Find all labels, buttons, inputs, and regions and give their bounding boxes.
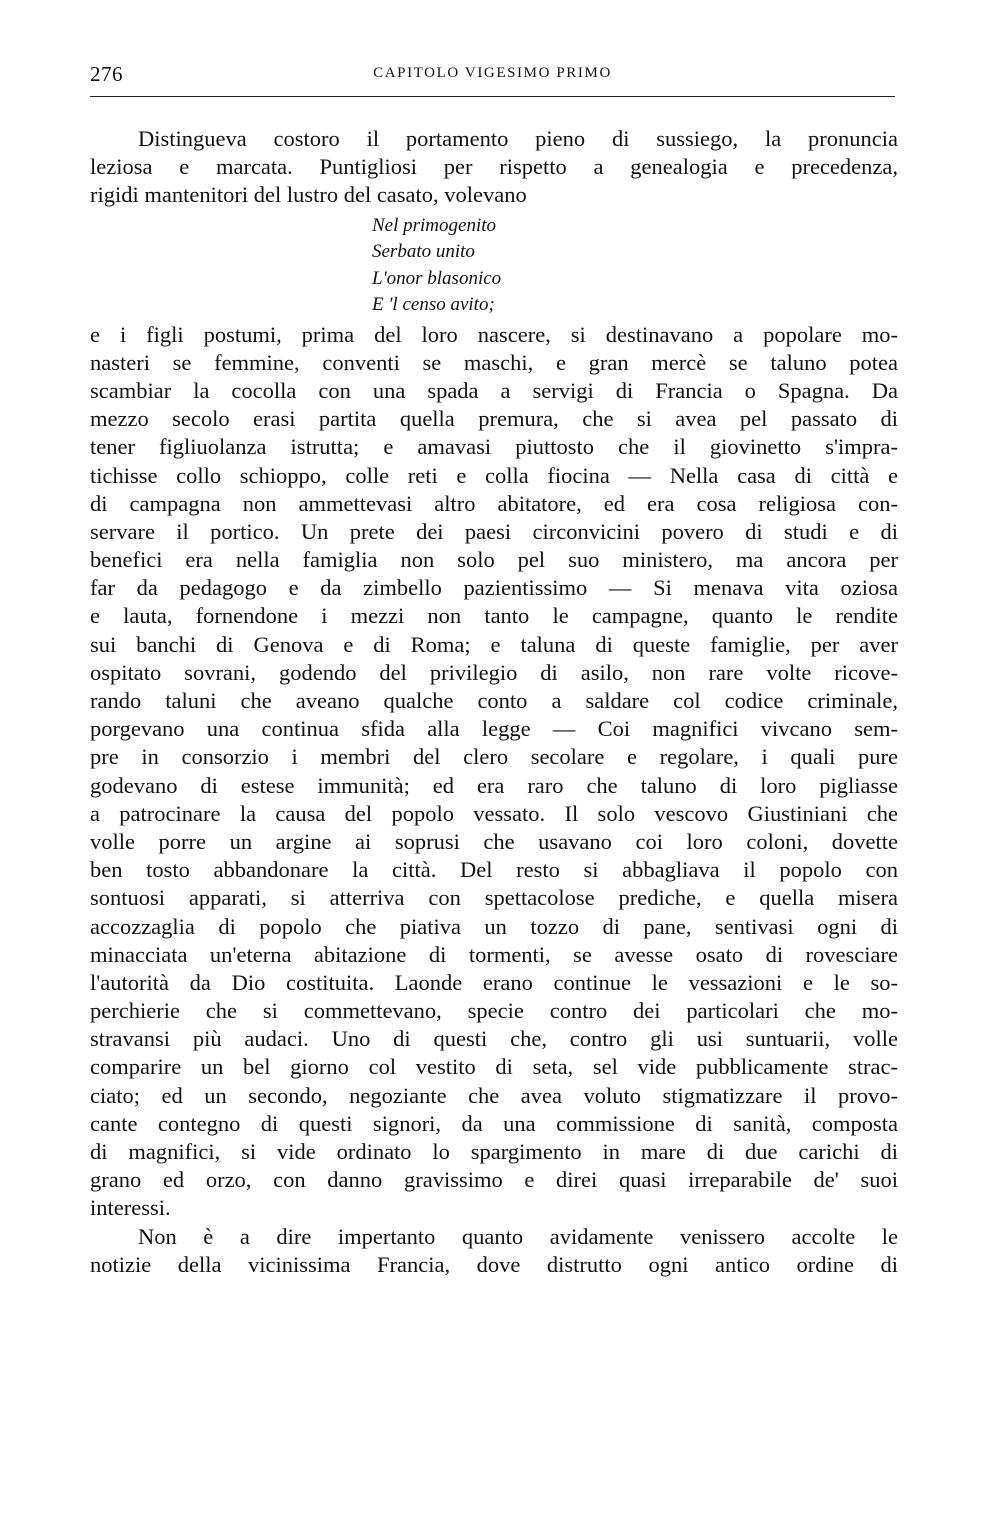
page-number: 276 bbox=[90, 62, 123, 86]
text-line: far da pedagogo e da zimbello pazientissimo — Si menava vita oziosa bbox=[90, 575, 898, 601]
paragraph-final bbox=[90, 1223, 898, 1279]
text-line: accozzaglia di popolo che piativa un tozzo di pane, sentivasi ogni di bbox=[90, 913, 898, 939]
text-line: tener figliuolanza istrutta; e amavasi piuttosto che il giovinetto s'impra- bbox=[90, 434, 898, 460]
text-line: cante contegno di questi signori, da una commissione di sanità, composta bbox=[90, 1110, 898, 1136]
text-line: interessi. bbox=[90, 1195, 171, 1221]
header-rule bbox=[90, 96, 895, 97]
text-line: ciato; ed un secondo, negoziante che avea voluto stigmatizzare il provo- bbox=[90, 1082, 898, 1108]
text-line: e i figli postumi, prima del loro nascere, si destinavano a popolare mo- bbox=[90, 321, 898, 347]
text-line: rando taluni che aveano qualche conto a saldare col codice criminale, bbox=[90, 688, 898, 713]
text-line: Distingueva costoro il portamento pieno di sussiego, la pronuncia bbox=[138, 126, 898, 151]
text-line: nasteri se femmine, conventi se maschi, e gran mercè se taluno potea bbox=[90, 349, 898, 375]
text-line: ospitato sovrani, godendo del privilegio di asilo, non rare volte ricove- bbox=[90, 659, 898, 685]
text-line: rigidi mantenitori del lustro del casato, volevano bbox=[90, 182, 527, 208]
text-line: comparire un bel giorno col vestito di seta, sel vide pubblicamente strac- bbox=[90, 1054, 898, 1080]
text-line: di campagna non ammettevasi altro abitatore, ed era cosa religiosa con- bbox=[90, 490, 898, 516]
text-line: di magnifici, si vide ordinato lo spargimento in mare di due carichi di bbox=[90, 1139, 898, 1164]
text-line: porgevano una continua sfida alla legge — Coi magnifici vivcano sem- bbox=[90, 716, 898, 742]
verse-line: Serbato unito bbox=[372, 241, 475, 263]
text-line: pre in consorzio i membri del clero secolare e regolare, i quali pure bbox=[90, 744, 898, 770]
text-line: scambiar la cocolla con una spada a servigi di Francia o Spagna. Da bbox=[90, 377, 898, 403]
paragraph-main bbox=[90, 321, 898, 1223]
text-line: notizie della vicinissima Francia, dove distrutto ogni antico ordine di bbox=[90, 1251, 898, 1277]
text-line: minacciata un'eterna abitazione di tormenti, se avesse osato di rovesciare bbox=[90, 941, 898, 967]
text-line: a patrocinare la causa del popolo vessato. Il solo vescovo Giustiniani che bbox=[90, 800, 898, 826]
text-line: mezzo secolo erasi partita quella premura, che si avea pel passato di bbox=[90, 406, 898, 432]
text-line: stravansi più audaci. Uno di questi che, contro gli usi suntuarii, volle bbox=[90, 1026, 898, 1052]
text-line: e lauta, fornendone i mezzi non tanto le campagne, quanto le rendite bbox=[90, 603, 898, 629]
text-line: servare il portico. Un prete dei paesi circonvicini povero di studi e di bbox=[90, 518, 898, 544]
text-line: grano ed orzo, con danno gravissimo e direi quasi irreparabile de' suoi bbox=[90, 1167, 898, 1193]
body-text bbox=[90, 125, 898, 1279]
text-line: sui banchi di Genova e di Roma; e taluna di queste famiglie, per aver bbox=[90, 631, 898, 657]
text-line: Non è a dire impertanto quanto avidamente venissero accolte le bbox=[138, 1223, 898, 1249]
chapter-title: CAPITOLO VIGESIMO PRIMO bbox=[373, 65, 612, 81]
running-head bbox=[90, 62, 895, 92]
text-line: volle porre un argine ai soprusi che usavano coi loro coloni, dovette bbox=[90, 828, 898, 854]
text-line: ben tosto abbandonare la città. Del resto si abbagliava il popolo con bbox=[90, 857, 898, 883]
text-line: godevano di estese immunità; ed era raro che taluno di loro pigliasse bbox=[90, 772, 898, 798]
paragraph-intro bbox=[90, 125, 898, 210]
text-line: l'autorità da Dio costituita. Laonde erano continue le vessazioni e le so- bbox=[90, 969, 898, 995]
verse-line: E 'l censo avito; bbox=[372, 294, 495, 316]
text-line: tichisse collo schioppo, colle reti e colla fiocina — Nella casa di città e bbox=[90, 462, 898, 488]
verse-quotation bbox=[90, 213, 898, 319]
text-line: leziosa e marcata. Puntigliosi per rispetto a genealogia e precedenza, bbox=[90, 154, 898, 180]
verse-line: L'onor blasonico bbox=[372, 267, 502, 289]
text-line: perchierie che si commettevano, specie contro dei particolari che mo- bbox=[90, 998, 898, 1024]
text-line: sontuosi apparati, si atterriva con spettacolose prediche, e quella misera bbox=[90, 885, 898, 911]
text-line: benefici era nella famiglia non solo pel suo ministero, ma ancora per bbox=[90, 547, 898, 573]
verse-line: Nel primogenito bbox=[372, 214, 497, 236]
